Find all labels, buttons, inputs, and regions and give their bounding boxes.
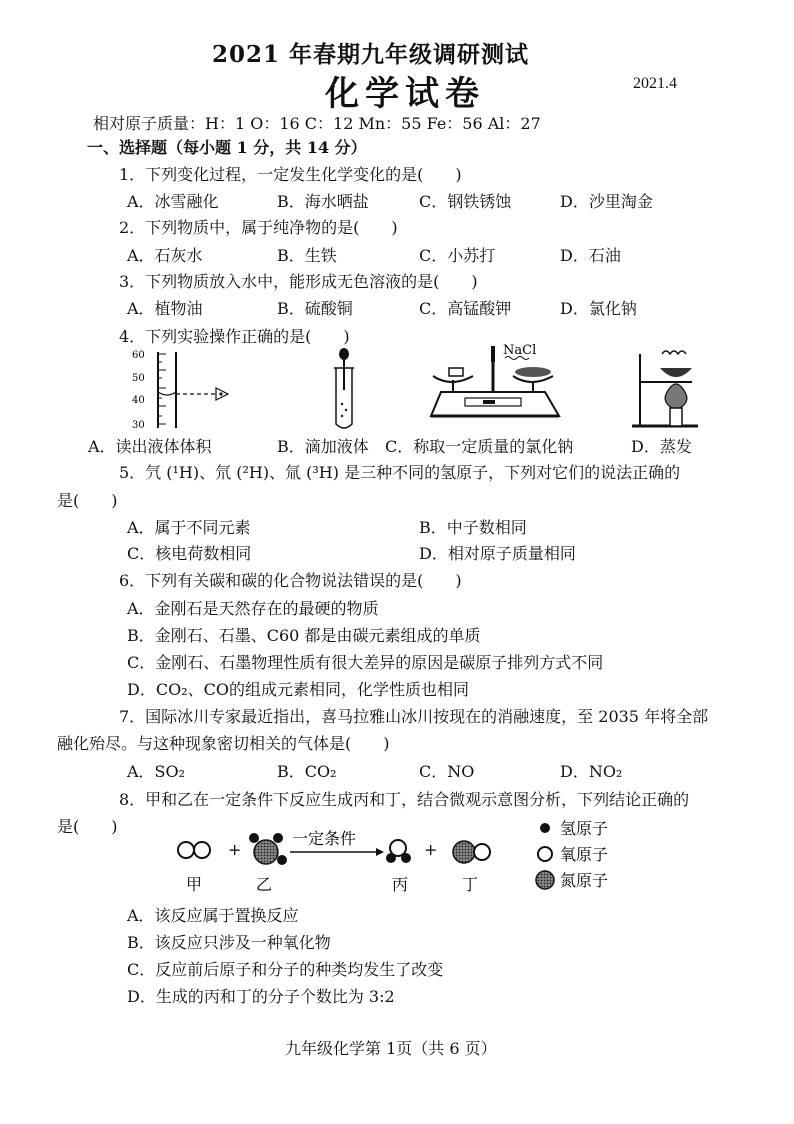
atomic-masses: 相对原子质量：H：1 O：16 C：12 Mn：55 Fe：56 Al：27	[93, 114, 541, 133]
q8-stem-line2: 是( )	[57, 817, 118, 836]
tick-label-50: 50	[132, 373, 145, 384]
q6-option-c: C．金刚石、石墨物理性质有很大差异的原因是碳原子排列方式不同	[127, 653, 604, 672]
q2-option-c: C．小苏打	[419, 246, 496, 265]
q1-option-a: A．冰雪融化	[127, 192, 219, 211]
q1-option-c: C．钢铁锈蚀	[419, 192, 512, 211]
q4-option-d: D．蒸发	[631, 437, 692, 456]
q8-option-d: D．生成的丙和丁的分子个数比为 3:2	[127, 987, 395, 1006]
q7-option-b: B．CO₂	[277, 762, 337, 781]
legend-nitrogen: 氮原子	[560, 871, 609, 890]
q5-stem-line2: 是( )	[57, 491, 118, 510]
q2-stem: 2．下列物质中，属于纯净物的是( )	[119, 218, 398, 237]
q5-option-b: B．中子数相同	[419, 518, 527, 537]
q8-stem-line1: 8．甲和乙在一定条件下反应生成丙和丁，结合微观示意图分析，下列结论正确的	[119, 790, 690, 809]
label-jia: 甲	[186, 875, 203, 894]
q8-option-c: C．反应前后原子和分子的种类均发生了改变	[127, 960, 444, 979]
q8-option-b: B．该反应只涉及一种氧化物	[127, 933, 331, 952]
section-heading: 一、选择题（每小题 1 分，共 14 分）	[87, 138, 367, 157]
evaporation-illustration	[632, 344, 702, 432]
q6-option-d: D．CO₂、CO的组成元素相同，化学性质也相同	[127, 680, 469, 699]
label-ding: 丁	[462, 875, 479, 894]
legend-oxygen: 氧原子	[560, 845, 609, 864]
exam-date: 2021.4	[633, 75, 677, 92]
nitrogen-legend-icon	[536, 871, 554, 889]
q4-stem: 4．下列实验操作正确的是( )	[119, 327, 350, 346]
q6-stem: 6．下列有关碳和碳的化合物说法错误的是( )	[119, 571, 462, 590]
legend-hydrogen: 氢原子	[560, 819, 609, 838]
q5-option-c: C．核电荷数相同	[127, 544, 252, 563]
reaction-condition: 一定条件	[292, 829, 357, 848]
q3-option-a: A．植物油	[127, 299, 203, 318]
svg-text:+: +	[424, 840, 438, 859]
oxygen-legend-icon	[538, 847, 552, 861]
q1-option-b: B．海水晒盐	[277, 192, 369, 211]
exam-title: 2021 年春期九年级调研测试	[212, 41, 530, 68]
tick-label-40: 40	[132, 395, 145, 406]
q8-option-a: A．该反应属于置换反应	[127, 906, 299, 925]
label-yi: 乙	[256, 875, 273, 894]
q7-option-d: D．NO₂	[560, 762, 623, 781]
q1-stem: 1．下列变化过程，一定发生化学变化的是( )	[119, 165, 462, 184]
q3-option-b: B．硫酸铜	[277, 299, 353, 318]
q3-stem: 3．下列物质放入水中，能形成无色溶液的是( )	[119, 272, 478, 291]
tick-label-60: 60	[132, 350, 145, 361]
q4-option-c: C．称取一定质量的氯化钠	[385, 437, 574, 456]
hydrogen-legend-icon	[540, 823, 550, 833]
q3-option-c: C．高锰酸钾	[419, 299, 512, 318]
svg-text:+: +	[228, 840, 242, 859]
reaction-diagram	[170, 824, 500, 898]
q5-stem-line1: 5．氕 (¹H)、氘 (²H)、氚 (³H) 是三种不同的氢原子，下列对它们的说法正确的	[119, 463, 681, 482]
atom-legend	[534, 816, 644, 896]
label-bing: 丙	[392, 875, 409, 894]
balance-nacl-label: NaCl	[503, 343, 537, 358]
cylinder-illustration	[130, 346, 240, 432]
q5-option-d: D．相对原子质量相同	[419, 544, 576, 563]
q4-option-b: B．滴加液体	[277, 437, 369, 456]
q7-option-c: C．NO	[419, 762, 475, 781]
q2-option-d: D．石油	[560, 246, 621, 265]
q1-option-d: D．沙里淘金	[560, 192, 653, 211]
q4-option-a: A．读出液体体积	[88, 437, 212, 456]
dropper-illustration	[326, 346, 362, 432]
q6-option-b: B．金刚石、石墨、C60 都是由碳元素组成的单质	[127, 626, 481, 645]
q7-stem-line1: 7．国际冰川专家最近指出，喜马拉雅山冰川按现在的消融速度，至 2035 年将全部	[119, 707, 709, 726]
q3-option-d: D．氯化钠	[560, 299, 637, 318]
q7-option-a: A．SO₂	[127, 762, 186, 781]
balance-illustration	[425, 340, 570, 430]
q6-option-a: A．金刚石是天然存在的最硬的物质	[127, 599, 379, 618]
q2-option-b: B．生铁	[277, 246, 337, 265]
exam-subject: 化学试卷	[325, 74, 485, 114]
q5-option-a: A．属于不同元素	[127, 518, 251, 537]
q7-stem-line2: 融化殆尽。与这种现象密切相关的气体是( )	[57, 734, 390, 753]
page-footer: 九年级化学第 1页（共 6 页）	[285, 1039, 497, 1058]
q2-option-a: A．石灰水	[127, 246, 203, 265]
tick-label-30: 30	[132, 420, 145, 431]
